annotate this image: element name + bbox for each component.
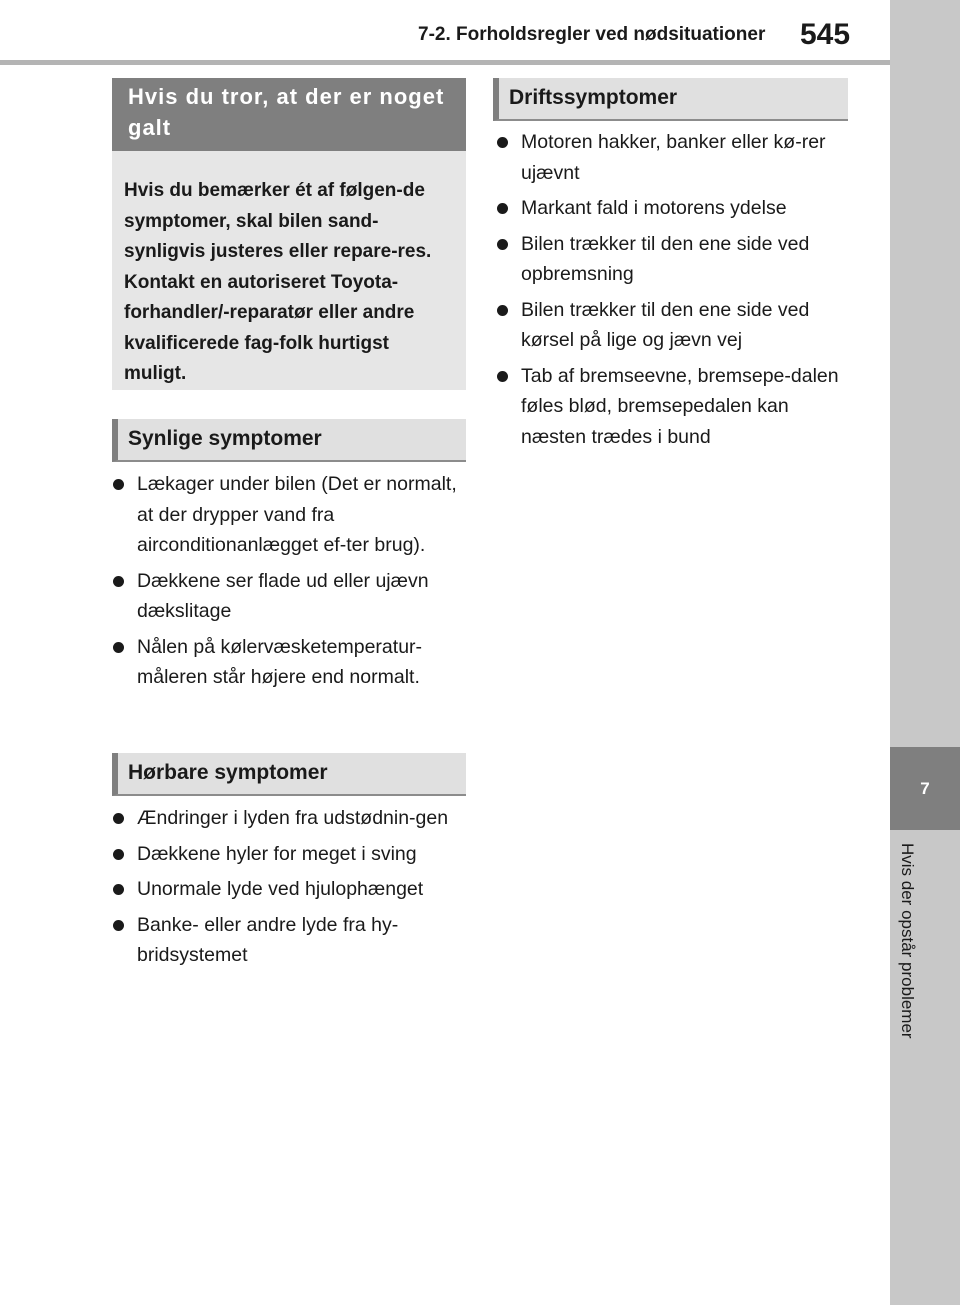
visible-symptoms-list bbox=[112, 469, 468, 698]
visible-symptoms-heading: Synlige symptomer bbox=[112, 419, 466, 462]
list-item bbox=[496, 193, 848, 224]
list-item bbox=[112, 803, 468, 834]
list-item bbox=[112, 910, 468, 971]
bullet-icon bbox=[113, 576, 124, 587]
list-item bbox=[112, 632, 468, 693]
bullet-icon bbox=[497, 305, 508, 316]
list-item-text: Dækkene hyler for meget i sving bbox=[137, 842, 417, 865]
list-item bbox=[112, 566, 468, 627]
bullet-icon bbox=[497, 239, 508, 250]
list-item bbox=[112, 469, 468, 561]
list-item-text: Bilen trækker til den ene side ved opbremsning bbox=[521, 232, 810, 285]
list-item-text: Motoren hakker, banker eller kø-rer ujævnt bbox=[521, 131, 826, 184]
list-item bbox=[112, 874, 468, 905]
list-item-text: Markant fald i motorens ydelse bbox=[521, 197, 787, 219]
list-item-text: Banke- eller andre lyde fra hy-bridsystemet bbox=[137, 913, 399, 966]
list-item bbox=[496, 127, 848, 188]
intro-text: Hvis du bemærker ét af følgen-de symptomer, skal bilen sand-synligvis justeres eller repare-res. Kontakt en autoriseret Toyota-forhandler/-reparatør eller andre kvalificerede fag-folk hurtigst muligt. bbox=[112, 151, 466, 390]
bullet-icon bbox=[113, 884, 124, 895]
section-header-title: 7-2. Forholdsregler ved nødsituationer bbox=[418, 24, 766, 45]
chapter-number: 7 bbox=[920, 779, 930, 798]
list-item-text: Unormale lyde ved hjulophænget bbox=[137, 878, 424, 900]
audible-symptoms-list bbox=[112, 803, 468, 976]
bullet-icon bbox=[497, 137, 508, 148]
bullet-icon bbox=[113, 642, 124, 653]
bullet-icon bbox=[497, 203, 508, 214]
list-item-text: Ændringer i lyden fra udstødnin-gen bbox=[137, 807, 449, 829]
audible-symptoms-heading: Hørbare symptomer bbox=[112, 753, 466, 796]
list-item-text: Dækkene ser flade ud eller ujævn dækslitage bbox=[137, 569, 429, 622]
bullet-icon bbox=[113, 479, 124, 490]
chapter-label: Hvis der opstår problemer bbox=[898, 843, 917, 1039]
operational-symptoms-list bbox=[496, 127, 848, 457]
list-item bbox=[496, 295, 848, 356]
bullet-icon bbox=[113, 813, 124, 824]
list-item bbox=[496, 229, 848, 290]
bullet-icon bbox=[497, 371, 508, 382]
chapter-side-tab bbox=[890, 0, 960, 1305]
list-item bbox=[112, 839, 468, 870]
header-divider bbox=[0, 60, 890, 65]
list-item-text: Lækager under bilen (Det er normalt, at der drypper vand fra airconditionanlægget ef-ter brug). bbox=[137, 473, 457, 556]
list-item-text: Nålen på kølervæsketemperatur-måleren står højere end normalt. bbox=[137, 635, 423, 688]
list-item bbox=[496, 361, 848, 453]
operational-symptoms-heading: Driftssymptomer bbox=[493, 78, 848, 121]
section-title: Hvis du tror, at der er noget galt bbox=[112, 78, 466, 151]
bullet-icon bbox=[113, 920, 124, 931]
page-number: 545 bbox=[800, 18, 851, 51]
bullet-icon bbox=[113, 849, 124, 860]
list-item-text: Tab af bremseevne, bremsepe-dalen føles blød, bremsepedalen kan næsten trædes i bund bbox=[521, 364, 839, 448]
list-item-text: Bilen trækker til den ene side ved kørsel på lige og jævn vej bbox=[521, 298, 810, 351]
